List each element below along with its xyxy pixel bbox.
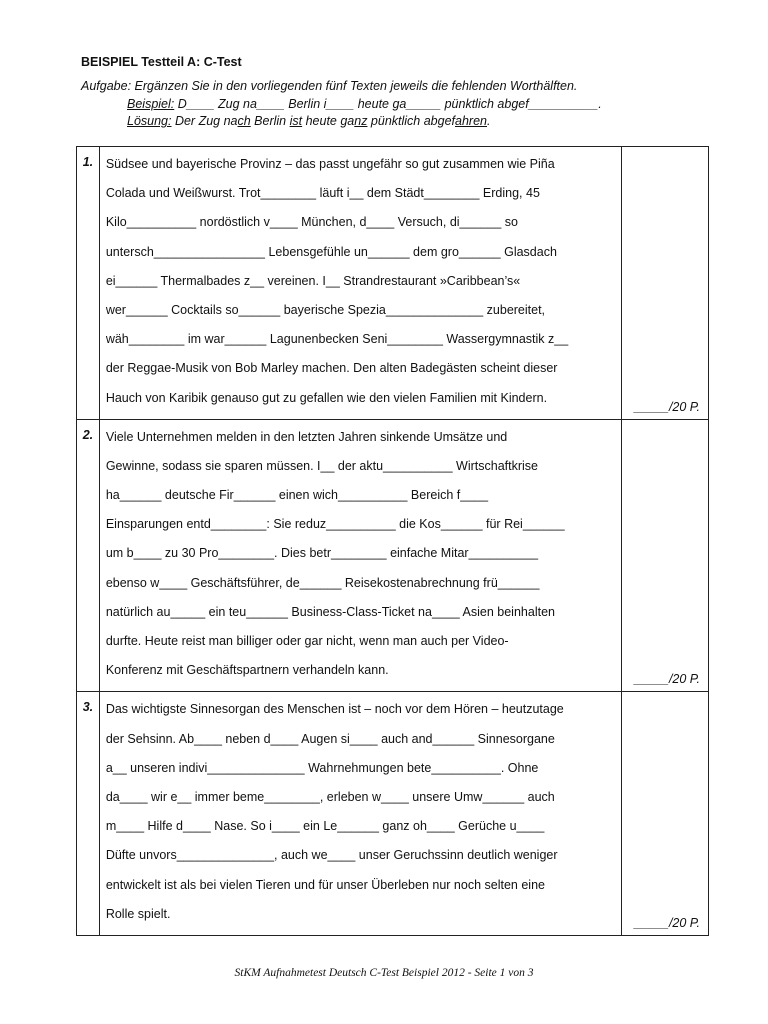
score-cell [622,692,709,936]
score-cell [622,147,709,420]
text-line: entwickelt ist als bei vielen Tieren und für unser Überleben nur noch selten eine [105,877,545,892]
text-line: untersch________________ Lebensgefühle un______ dem gro______ Glasdach [105,244,557,259]
solution-fragment: . [487,114,491,128]
text-line: Colada und Weißwurst. Trot________ läuft i__ dem Städt________ Erding, 45 [105,186,540,201]
solution-filled-part: ahren [455,114,487,128]
text-line: ha______ deutsche Fir______ einen wich__________ Bereich f____ [105,488,489,503]
text-line: Düfte unvors______________, auch we____ unser Geruchssinn deutlich weniger [105,848,558,863]
text-line: wäh________ im war______ Lagunenbecken Seni________ Wassergymnastik z__ [105,332,569,347]
solution-filled-part: ist [289,114,303,128]
text-line: m____ Hilfe d____ Nase. So i____ ein Le______ ganz oh____ Gerüche u____ [105,819,545,834]
text-line: um b____ zu 30 Pro________. Dies betr________ einfache Mitar__________ [105,546,539,561]
text-line: natürlich au_____ ein teu______ Business-Class-Ticket na____ Asien beinhalten [105,604,555,619]
score-cell [622,419,709,692]
page-title: BEISPIEL Testteil A: C-Test [81,55,242,69]
text-line: der Sehsinn. Ab____ neben d____ Augen si____ auch and______ Sinnesorgane [105,731,555,746]
score-field[interactable]: _____/20 P. [634,672,700,687]
solution-fragment: pünktlich abgef [367,114,456,128]
score-field[interactable]: _____/20 P. [634,399,700,414]
task-instruction: Aufgabe: Ergänzen Sie in den vorliegenden fünf Texten jeweils die fehlenden Worthälften. [81,79,578,93]
text-line: a__ unseren indivi______________ Wahrnehmungen bete__________. Ohne [105,760,539,775]
text-line: da____ wir e__ immer beme________, erleben w____ unsere Umw______ auch [105,789,555,804]
text-line: Konferenz mit Geschäftspartnern verhandeln kann. [105,663,389,678]
solution-line [127,113,747,129]
text-line: wer______ Cocktails so______ bayerische Spezia______________ zubereitet, [105,302,546,317]
text-line: ei______ Thermalbades z__ vereinen. I__ Strandrestaurant »Caribbean’s« [105,273,521,288]
solution-fragment: heute ga [302,114,355,128]
section-number: 2. [77,419,100,692]
text-line: Gewinne, sodass sie sparen müssen. I__ der aktu__________ Wirtschaftkrise [105,458,539,473]
solution-filled-part: ch [237,114,251,128]
text-line: der Reggae-Musik von Bob Marley machen. Den alten Badegästen scheint dieser [105,361,558,376]
text-line: Rolle spielt. [105,906,171,921]
text-line: Viele Unternehmen melden in den letzten Jahren sinkende Umsätze und [105,429,508,444]
text-line: ebenso w____ Geschäftsführer, de______ Reisekostenabrechnung frü______ [105,575,540,590]
solution-label: Lösung: [127,114,172,128]
example-text: D____ Zug na____ Berlin i____ heute ga_____ pünktlich abgef__________. [174,97,602,111]
text-section [77,419,709,692]
example-label: Beispiel: [127,97,175,111]
page-footer: StKM Aufnahmetest Deutsch C-Test Beispiel 2012 - Seite 1 von 3 [234,967,534,979]
text-line: Einsparungen entd________: Sie reduz__________ die Kos______ für Rei______ [105,517,565,532]
example-line [127,96,747,112]
c-test-table [76,146,709,936]
score-field[interactable]: _____/20 P. [634,915,700,930]
solution-fragment: Der Zug na [171,114,238,128]
text-section [77,692,709,936]
text-line: durfte. Heute reist man billiger oder gar nicht, wenn man auch per Video- [105,634,509,648]
section-number: 3. [77,692,100,936]
text-line: Hauch von Karibik genauso gut zu gefallen wie den vielen Familien mit Kindern. [105,390,548,405]
text-section [77,147,709,420]
solution-fragment: Berlin [250,114,290,128]
text-line: Südsee und bayerische Provinz – das passt ungefähr so gut zusammen wie Piña [105,157,555,171]
section-text [99,692,621,936]
text-line: Kilo__________ nordöstlich v____ München, d____ Versuch, di______ so [105,215,518,230]
text-line: Das wichtigste Sinnesorgan des Menschen ist – noch vor dem Hören – heutzutage [105,702,564,717]
solution-filled-part: nz [354,114,368,128]
section-number: 1. [77,147,100,420]
section-text [99,419,621,692]
section-text [99,147,621,420]
solution-text [171,114,490,128]
